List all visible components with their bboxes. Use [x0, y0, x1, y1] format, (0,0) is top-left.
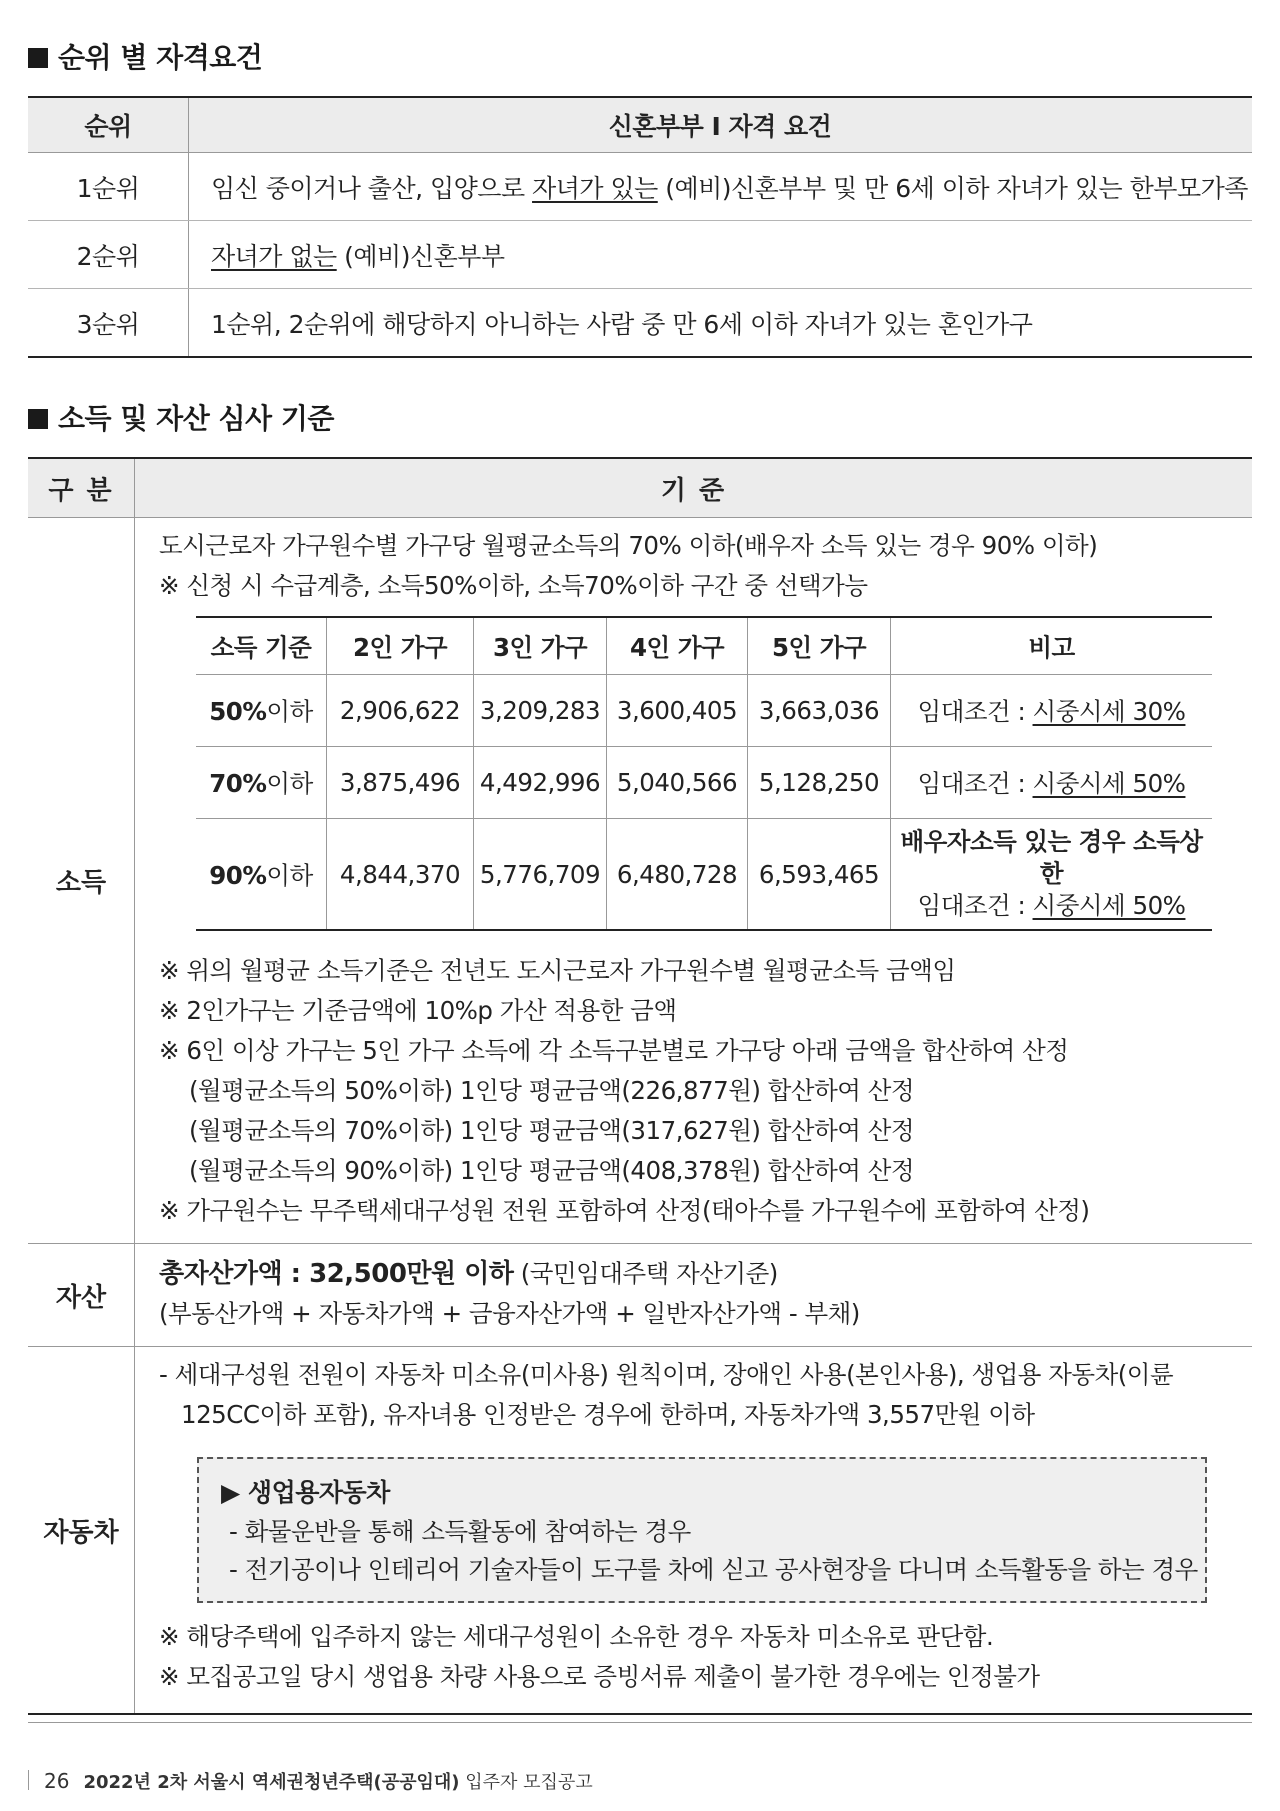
income-table	[196, 616, 1212, 931]
income-note: (월평균소득의 70%이하) 1인당 평균금액(317,627원) 합산하여 산정	[189, 1116, 915, 1145]
income-content	[135, 518, 1253, 1244]
amount-cell: 6,480,728	[607, 819, 748, 931]
table-row	[28, 289, 1252, 358]
income-note: ※ 가구원수는 무주택세대구성원 전원 포함하여 산정(태아수를 가구원수에 포함하여 산정)	[159, 1196, 1090, 1225]
level-pct: 70%	[209, 769, 267, 798]
criteria-table	[28, 457, 1252, 1715]
footer-bar	[28, 1770, 29, 1790]
income-note: ※ 2인가구는 기준금액에 10%p 가산 적용한 금액	[159, 996, 677, 1025]
requirement-cell	[189, 153, 1253, 221]
income-note: (월평균소득의 50%이하) 1인당 평균금액(226,877원) 합산하여 산정	[189, 1076, 915, 1105]
asset-label: 자산	[28, 1244, 135, 1347]
car-content	[135, 1347, 1253, 1715]
inc-header: 소득 기준	[196, 617, 327, 675]
asset-row	[28, 1244, 1252, 1347]
amount-cell: 3,209,283	[474, 675, 607, 747]
amount-cell: 4,844,370	[327, 819, 474, 931]
square-bullet-icon	[28, 48, 48, 68]
box-item: - 전기공이나 인테리어 기술자들이 도구를 차에 싣고 공사현장을 다니며 소득활동을 하는 경우	[229, 1555, 1198, 1584]
amount-cell: 5,040,566	[607, 747, 748, 819]
income-line: 도시근로자 가구원수별 가구당 월평균소득의 70% 이하(배우자 소득 있는 경우 90% 이하)	[159, 531, 1098, 560]
section-title-ranking	[28, 36, 262, 76]
income-level	[196, 819, 327, 931]
inc-header: 비고	[891, 617, 1213, 675]
amount-cell: 6,593,465	[748, 819, 891, 931]
inc-header: 2인 가구	[327, 617, 474, 675]
req-text: (예비)신혼부부 및 만 6세 이하 자녀가 있는 한부모가족	[657, 173, 1248, 203]
remark-text: 임대조건 :	[917, 697, 1033, 726]
income-note: ※ 위의 월평균 소득기준은 전년도 도시근로자 가구원수별 월평균소득 금액임	[159, 956, 956, 985]
asset-content	[135, 1244, 1253, 1347]
amount-cell: 3,875,496	[327, 747, 474, 819]
asset-total: 총자산가액 : 32,500만원 이하	[159, 1259, 514, 1289]
income-note: (월평균소득의 90%이하) 1인당 평균금액(408,378원) 합산하여 산정	[189, 1156, 915, 1185]
income-line: ※ 신청 시 수급계층, 소득50%이하, 소득70%이하 구간 중 선택가능	[159, 571, 868, 600]
col-header-requirement: 신혼부부 Ⅰ 자격 요건	[189, 97, 1253, 153]
amount-cell: 5,128,250	[748, 747, 891, 819]
page-number: 26	[44, 1769, 70, 1793]
table-row	[28, 153, 1252, 221]
inc-header: 4인 가구	[607, 617, 748, 675]
remark-text: 임대조건 :	[917, 891, 1033, 920]
doc-title-rest: 입주자 모집공고	[459, 1772, 593, 1793]
amount-cell: 2,906,622	[327, 675, 474, 747]
remark-underlined: 시중시세 50%	[1032, 769, 1186, 798]
remark-cell	[891, 819, 1213, 931]
req-text: 임신 중이거나 출산, 입양으로	[211, 173, 533, 203]
remark-underlined: 시중시세 50%	[1032, 891, 1186, 920]
section-title-text: 순위 별 자격요건	[58, 41, 263, 74]
req-text: (예비)신혼부부	[336, 241, 505, 271]
requirement-cell	[189, 289, 1253, 358]
asset-line: (부동산가액 + 자동차가액 + 금융자산가액 + 일반자산가액 - 부채)	[159, 1299, 860, 1328]
table-row	[196, 675, 1212, 747]
col-header-kind: 구 분	[28, 458, 135, 518]
square-bullet-icon	[28, 409, 48, 429]
car-note: ※ 해당주택에 입주하지 않는 세대구성원이 소유한 경우 자동차 미소유로 판단함.	[159, 1622, 994, 1651]
section-title-criteria	[28, 397, 334, 437]
income-label: 소득	[28, 518, 135, 1244]
income-level	[196, 747, 327, 819]
doc-title: 2022년 2차 서울시 역세권청년주택(공공임대)	[83, 1772, 460, 1793]
car-note: ※ 모집공고일 당시 생업용 차량 사용으로 증빙서류 제출이 불가한 경우에는 인정불가	[159, 1662, 1040, 1691]
footer-divider	[28, 1722, 1252, 1723]
amount-cell: 3,663,036	[748, 675, 891, 747]
req-underlined: 자녀가 있는	[532, 173, 658, 203]
car-line: - 세대구성원 전원이 자동차 미소유(미사용) 원칙이며, 장애인 사용(본인사용), 생업용 자동차(이륜	[159, 1360, 1174, 1389]
income-row	[28, 518, 1252, 1244]
rank-cell: 1순위	[28, 153, 189, 221]
box-item: - 화물운반을 통해 소득활동에 참여하는 경우	[229, 1517, 691, 1546]
requirement-cell	[189, 221, 1253, 289]
level-pct: 90%	[209, 860, 267, 890]
req-text: 1순위, 2순위에 해당하지 아니하는 사람 중 만 6세 이하 자녀가 있는 혼인가구	[211, 309, 1033, 339]
amount-cell: 5,776,709	[474, 819, 607, 931]
asset-basis: (국민임대주택 자산기준)	[513, 1259, 778, 1288]
remark-text: 임대조건 :	[917, 769, 1033, 798]
table-row	[196, 819, 1212, 931]
level-pct: 50%	[209, 697, 267, 726]
car-line: 125CC이하 포함), 유자녀용 인정받은 경우에 한하며, 자동차가액 3,557만원 이하	[181, 1400, 1035, 1429]
inc-header: 5인 가구	[748, 617, 891, 675]
income-note: ※ 6인 이상 가구는 5인 가구 소득에 각 소득구분별로 가구당 아래 금액을 합산하여 산정	[159, 1036, 1069, 1065]
inc-header: 3인 가구	[474, 617, 607, 675]
income-level	[196, 675, 327, 747]
rank-cell: 3순위	[28, 289, 189, 358]
table-row	[28, 221, 1252, 289]
remark-cell	[891, 675, 1213, 747]
amount-cell: 4,492,996	[474, 747, 607, 819]
level-suffix: 이하	[266, 697, 313, 726]
col-header-standard: 기 준	[135, 458, 1253, 518]
remark-cell	[891, 747, 1213, 819]
remark-bold: 배우자소득 있는 경우 소득상한	[900, 827, 1203, 888]
level-suffix: 이하	[266, 860, 313, 890]
car-row	[28, 1347, 1252, 1715]
rank-cell: 2순위	[28, 221, 189, 289]
page-footer	[44, 1768, 593, 1794]
car-label: 자동차	[28, 1347, 135, 1715]
req-underlined: 자녀가 없는	[211, 241, 337, 271]
asset-line	[159, 1254, 1252, 1294]
business-car-box	[197, 1457, 1207, 1603]
ranking-table	[28, 96, 1252, 358]
remark-underlined: 시중시세 30%	[1032, 697, 1186, 726]
table-row	[196, 747, 1212, 819]
col-header-rank: 순위	[28, 97, 189, 153]
box-title: ▶ 생업용자동차	[221, 1478, 390, 1507]
section-title-text: 소득 및 자산 심사 기준	[58, 402, 334, 435]
level-suffix: 이하	[266, 769, 313, 798]
amount-cell: 3,600,405	[607, 675, 748, 747]
